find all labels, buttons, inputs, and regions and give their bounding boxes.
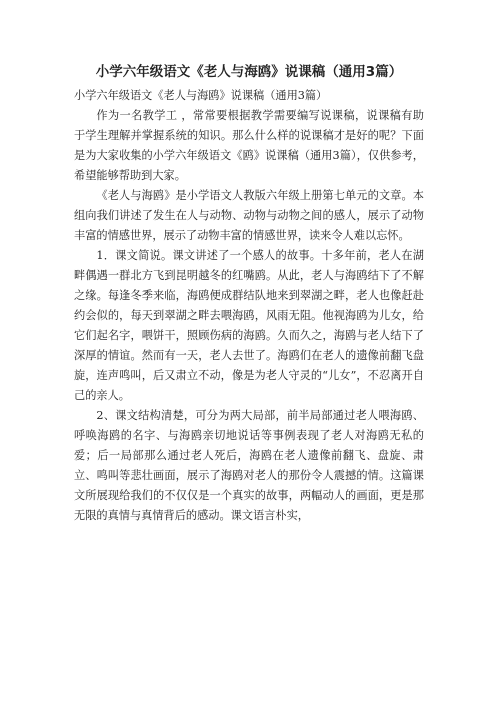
paragraph-intro: 作为一名教学工 ，常常要根据教学需要编写说课稿，说课稿有助于学生理解并掌握系统的知识。那么什么样的说课稿才是好的呢？下面是为大家收集的小学六年级语文《鸥》说课稿（通用3篇），仅供参考，希望能够帮助到大家。 [74,109,424,182]
document-page [74,62,424,526]
paragraph-text-structure: 2、课文结构清楚，可分为两大局部，前半局部通过老人喂海鸥、呼唤海鸥的名字、与海鸥亲切地说话等事例表现了老人对海鸥无私的爱；后一局部那么通过老人死后，海鸥在老人遗像前翻飞、盘旋、肃立、鸣叫等悲壮画面，展示了海鸥对老人的那份令人震撼的情。这篇课文所展现给我们的不仅仅是一个真实的故事，两幅动人的画面，更是那无限的真情与真情背后的感动。课文语言朴实， [74,409,424,522]
document-subtitle: 小学六年级语文《老人与海鸥》说课稿（通用3篇） [74,89,328,102]
document-title: 小学六年级语文《老人与海鸥》说课稿（通用3篇） [95,64,403,80]
paragraph-overview: 《老人与海鸥》是小学语文人教版六年级上册第七单元的文章。本组向我们讲述了发生在人与动物、动物与动物之间的感人，展示了动物丰富的情感世界，展示了动物丰富的情感世界，读来令人难以忘怀。 [74,189,424,242]
paragraph-text-summary: 1．课文简说。课文讲述了一个感人的故事。十多年前，老人在湖畔偶遇一群北方飞到昆明越冬的红嘴鸥。从此，老人与海鸥结下了不解之缘。每逢冬季来临，海鸥便成群结队地来到翠湖之畔，老人也像赶赴约会似的，每天到翠湖之畔去喂海鸥，风雨无阻。他视海鸥为儿女，给它们起名字，喂饼干，照顾伤病的海鸥。久而久之，海鸥与老人结下了深厚的情谊。然而有一天，老人去世了。海鸥们在老人的遗像前翻飞盘旋，连声鸣叫，后又肃立不动，像是为老人守灵的“儿女”，不忍离开自己的亲人。 [74,249,424,402]
